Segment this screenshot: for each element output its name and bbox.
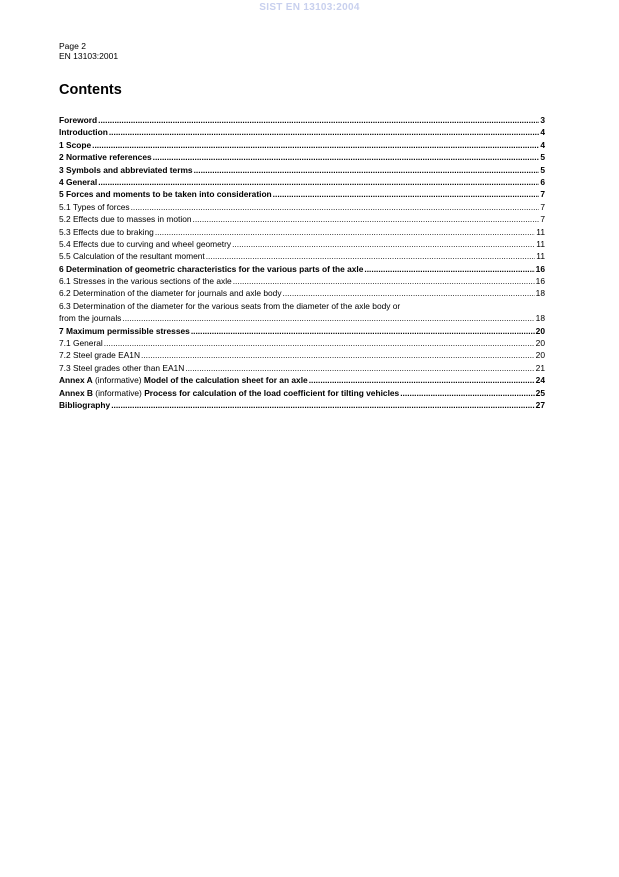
watermark: SIST EN 13103:2004 — [259, 2, 360, 13]
toc-label: 6 Determination of geometric characteristics for the various parts of the axle — [59, 263, 364, 274]
annex-type: (informative) — [92, 387, 145, 398]
annex-type: (informative) — [92, 375, 144, 386]
toc-entry[interactable] — [59, 374, 545, 386]
toc-label: 6.2 Determination of the diameter for journals and axle body — [59, 288, 282, 299]
toc-entry[interactable] — [59, 188, 545, 200]
annex-title: Model of the calculation sheet for an axle — [143, 375, 308, 386]
page-header — [59, 41, 118, 61]
toc-label: from the journals — [59, 313, 122, 324]
toc-entry[interactable] — [59, 349, 545, 361]
toc-page: 7 — [540, 201, 545, 212]
toc-label: 6.1 Stresses in the various sections of the axle — [59, 276, 232, 287]
contents-title: Contents — [59, 82, 122, 98]
toc-page: 18 — [535, 288, 545, 299]
toc-label: 5.5 Calculation of the resultant moment — [59, 251, 205, 262]
toc-label: 5.3 Effects due to braking — [59, 226, 154, 237]
toc-page: 11 — [536, 251, 545, 262]
toc-entry[interactable] — [59, 325, 545, 337]
toc-page: 5 — [540, 164, 545, 175]
toc-page: 21 — [535, 362, 545, 373]
toc-page: 18 — [535, 313, 545, 324]
toc-entry[interactable] — [59, 126, 545, 138]
toc-page: 5 — [540, 152, 545, 163]
toc-entry[interactable] — [59, 250, 545, 262]
toc-page: 20 — [535, 350, 545, 361]
toc-entry-first-line[interactable]: 6.3 Determination of the diameter for the various seats from the diameter of the axle body or — [59, 300, 401, 311]
toc-page: 25 — [535, 387, 545, 398]
toc-entry[interactable] — [59, 275, 545, 287]
toc-entry[interactable] — [59, 362, 545, 374]
toc-page: 11 — [536, 226, 545, 237]
toc-entry[interactable] — [59, 201, 545, 213]
toc-page: 4 — [540, 139, 545, 150]
table-of-contents — [59, 114, 545, 411]
toc-label: Bibliography — [59, 399, 111, 410]
annex-name: Annex B — [59, 387, 93, 398]
toc-entry[interactable] — [59, 238, 545, 250]
toc-page: 7 — [540, 214, 545, 225]
annex-name: Annex A — [59, 375, 93, 386]
toc-label — [59, 387, 399, 399]
toc-entry[interactable] — [59, 337, 545, 349]
toc-entry[interactable] — [59, 312, 545, 324]
toc-entry[interactable] — [59, 151, 545, 163]
toc-page: 20 — [535, 338, 545, 349]
toc-label: 3 Symbols and abbreviated terms — [59, 164, 193, 175]
toc-page: 4 — [540, 127, 545, 138]
toc-entry[interactable] — [59, 387, 545, 399]
toc-entry[interactable] — [59, 164, 545, 176]
toc-entry[interactable] — [59, 176, 545, 188]
toc-page: 20 — [535, 325, 545, 336]
toc-entry[interactable] — [59, 263, 545, 275]
toc-label: 7 Maximum permissible stresses — [59, 325, 190, 336]
toc-label: 4 General — [59, 176, 98, 187]
toc-entry[interactable] — [59, 399, 545, 411]
toc-label: 5.4 Effects due to curving and wheel geometry — [59, 238, 232, 249]
toc-label — [59, 374, 308, 386]
toc-page: 24 — [535, 375, 545, 386]
toc-label: 7.1 General — [59, 338, 103, 349]
toc-label: Introduction — [59, 127, 108, 138]
toc-page: 27 — [535, 399, 545, 410]
page-number: Page 2 — [59, 41, 86, 51]
toc-entry[interactable] — [59, 139, 545, 151]
toc-page: 7 — [540, 189, 545, 200]
toc-label: 7.2 Steel grade EA1N — [59, 350, 141, 361]
toc-label: Foreword — [59, 115, 98, 125]
toc-entry[interactable] — [59, 114, 545, 126]
toc-label: 2 Normative references — [59, 152, 152, 163]
toc-page: 3 — [540, 115, 545, 125]
toc-entry[interactable] — [59, 287, 545, 299]
toc-label: 1 Scope — [59, 139, 92, 150]
annex-title: Process for calculation of the load coefficient for tilting vehicles — [144, 387, 400, 398]
toc-label: 5.1 Types of forces — [59, 201, 130, 212]
toc-label: 5 Forces and moments to be taken into consideration — [59, 189, 272, 200]
toc-page: 16 — [535, 276, 545, 287]
toc-page: 16 — [535, 263, 545, 274]
toc-entry[interactable] — [59, 213, 545, 225]
toc-label: 5.2 Effects due to masses in motion — [59, 214, 192, 225]
toc-label: 7.3 Steel grades other than EA1N — [59, 362, 185, 373]
toc-entry[interactable] — [59, 226, 545, 238]
toc-page: 11 — [536, 238, 545, 249]
toc-page: 6 — [540, 176, 545, 187]
standard-id: EN 13103:2001 — [59, 51, 119, 61]
